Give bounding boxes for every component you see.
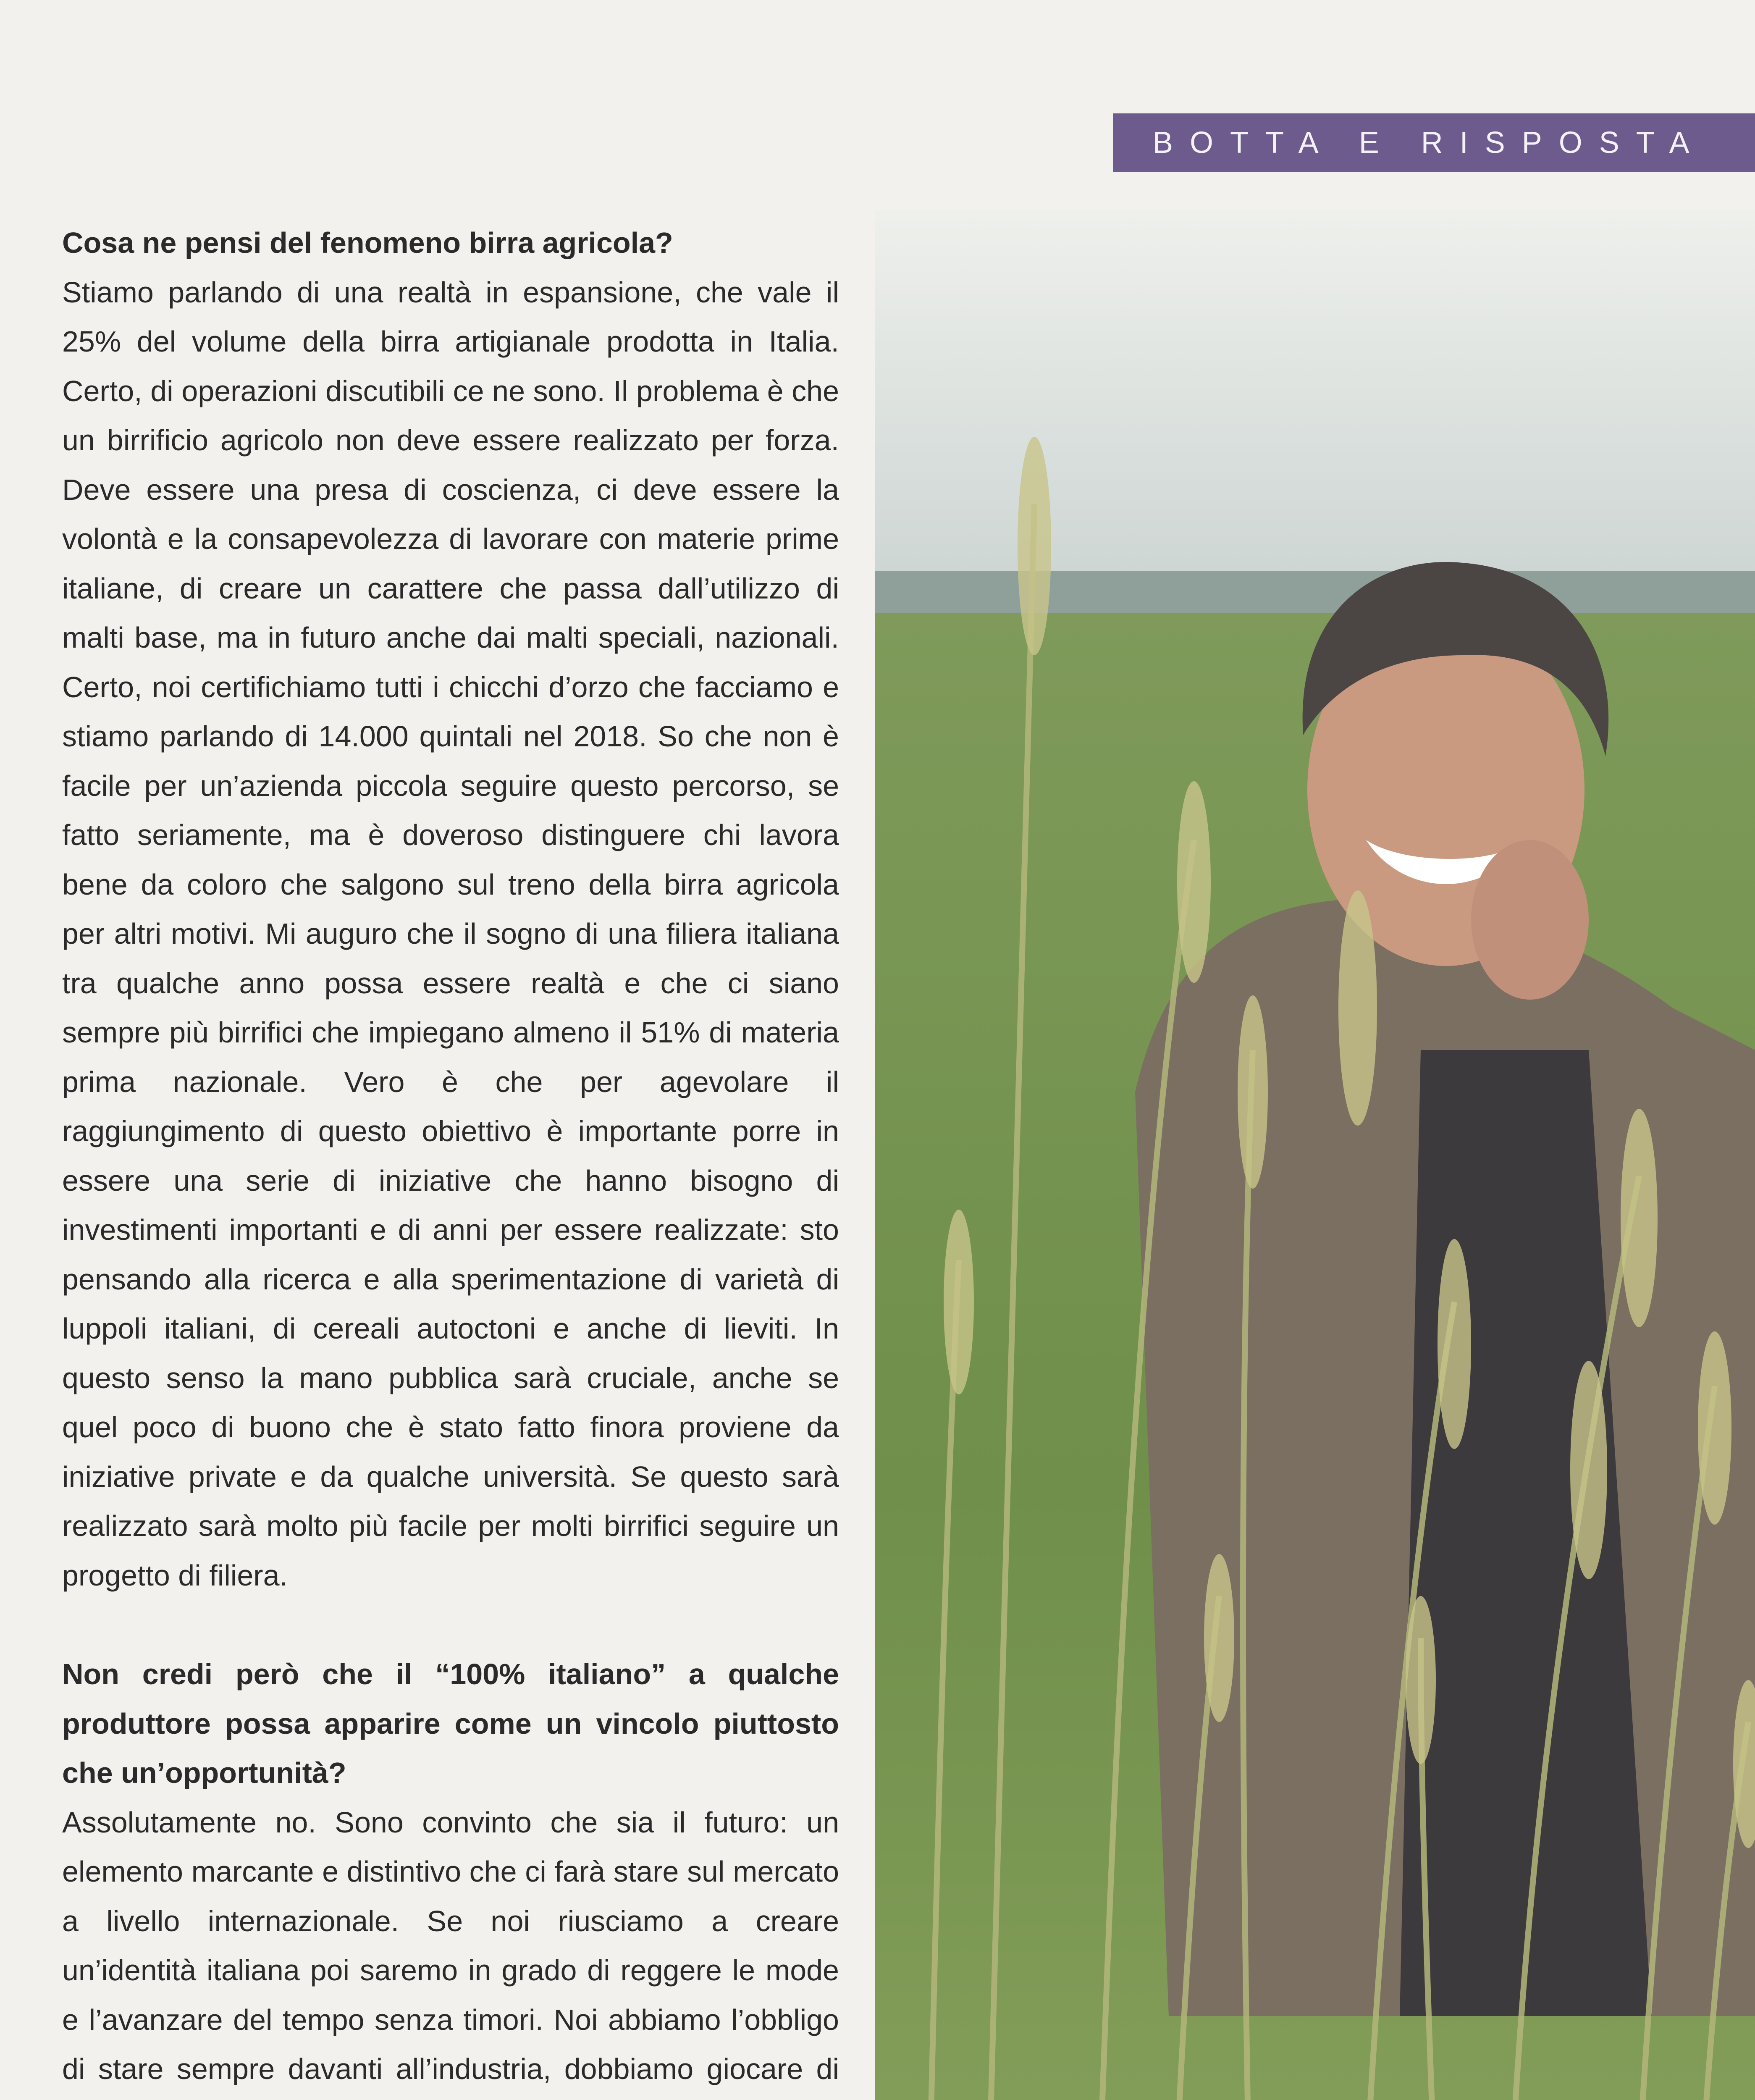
paragraph-gap — [62, 1600, 839, 1650]
answer-2: Assolutamente no. Sono convinto che sia il futuro: un elemento marcante e distintivo che ci farà stare sul mercato a livello internazionale. Se noi riusciamo a creare un’identità italiana poi saremo in grado di reggere le mode e l’avanzare del tempo senza timori. Noi abbiamo l’obbligo di stare sempre davanti all’industria, dobbiamo giocare di — [62, 1806, 839, 2085]
answer-1: Stiamo parlando di una realtà in espansione, che vale il 25% del volume della birra artigianale prodotta in Italia. Certo, di operazioni discutibili ce ne sono. Il problema è che un birrificio agricolo non deve essere realizzato per forza. Deve essere una presa di coscienza, ci deve essere la volontà e la consapevolezza di lavorare con materie prime italiane, di creare un carattere che passa dall’utilizzo di malti base, ma in futuro anche dai malti speciali, nazionali. Certo, noi certifichiamo tutti i chicchi d’orzo che facciamo e stiamo parlando di 14.000 quintali nel 2018. So che non è facile per un’azienda piccola seguire questo percorso, se fatto seriamente, ma è doveroso distinguere chi lavora bene da coloro che salgono sul treno della birra agricola per altri motivi. Mi auguro che il sogno di una filiera italiana tra qualche anno possa essere realtà e che ci siano sempre più birrifici che impiegano almeno il 51% di materia prima nazionale. Vero è che per agevolare il raggiungimento di questo obiettivo è importante porre in essere una serie di iniziative che hanno bisogno di investimenti importanti e di anni per essere realizzate: sto pensando alla ricerca e alla sperimentazione di varietà di luppoli italiani, di cereali autoctoni e anche di lieviti. In questo senso la mano pubblica sarà cruciale, anche se quel poco di buono che è stato fatto finora proviene da iniziative private e da qualche università. Se questo sarà realizzato sarà molto più facile per molti birrifici seguire un progetto di filiera. — [62, 276, 839, 1592]
portrait-photo — [875, 210, 1755, 2100]
question-2: Non credi però che il “100% italiano” a qualche produttore possa apparire come un vincolo piuttosto che un’opportunità? — [62, 1658, 839, 1789]
barley-field-photo-icon — [875, 210, 1755, 2100]
section-label-text: BOTTA E RISPOSTA — [1153, 126, 1706, 160]
article-body — [62, 218, 839, 2100]
question-1: Cosa ne pensi del fenomeno birra agricola? — [62, 226, 673, 259]
section-label — [1113, 113, 1755, 172]
